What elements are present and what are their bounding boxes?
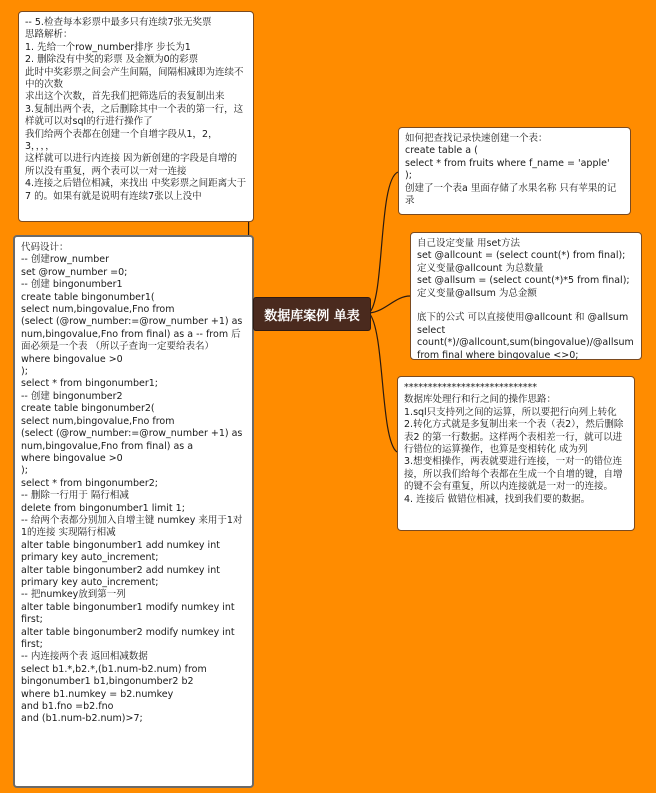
node-code[interactable]: 代码设计： -- 创建row_number set @row_number =0; -- 创建 bingonumber1 create table bingonumber1( select num,bingovalue,Fno from (select (@row_number:=@row_number +1) as num,bingovalue,Fno from final) as a -- from 后面必须是一个表 （所以子查询一定要给表名） where bingovalue >0 ); select * from bingonumber1; -- 创建 bingonumber2 create table bingonumber2( select num,bingovalue,Fno from (select (@row_number:=@row_number +1) as num,bingovalue,Fno from final) as a where bingovalue >0 ); select * from bingonumber2; -- 删除一行用于 隔行相减 delete from bingonumber1 limit 1; -- 给两个表都分别加入自增主键 numkey 来用于1对1的连接 实现隔行相减 alter table bingonumber1 add numkey int primary key auto_increment; alter table bingonumber2 add numkey int primary key auto_increment; -- 把numkey放到第一列 alter table bingonumber1 modify numkey int first; alter table bingonumber2 modify numkey int first; -- 内连接两个表 返回相减数据 select b1.*,b2.*,(b1.num-b2.num) from bingonumber1 b1,bingonumber2 b2 where b1.numkey = b2.numkey and b1.fno =b2.fno and (b1.num-b2.num)>7; [13, 235, 254, 788]
node-row-ops[interactable]: **************************** 数据库处理行和行之间的操作思路： 1.sql只支持列之间的运算，所以要把行向列上转化 2.转化方式就是多复制出来一个表（表2），然后删除表2 的第一行数据。这样两个表相差一行，就可以进行错位的运算操作，也算是变相转化 成为列 3.想变相操作，两表就要进行连接，一对一的错位连接，所以我们给每个表都在生成一个自增的键，自增的键不会有重复，所以内连接就是一对一的连接。 4. 连接后 做错位相减，找到我们要的数据。 [397, 376, 635, 531]
link-copy-table [369, 172, 398, 313]
node-thinking[interactable]: -- 5.检查每本彩票中最多只有连续7张无奖票 思路解析： 1. 先给一个row_number排序 步长为1 2. 删除没有中奖的彩票 及金额为0的彩票 此时中奖彩票之间会产生间隔，间隔相减即为连续不中的次数 求出这个次数，首先我们把筛选后的表复制出来 3.复制出两个表，之后删除其中一个表的第一行，这样就可以对sql的行进行操作了 我们给两个表都在创建一个自增字段从1，2，3，，，， 这样就可以进行内连接 因为新创建的字段是自增的 所以没有重复，两个表可以一对一连接 4.连接之后错位相减，来找出 中奖彩票之间距离大于7 的。如果有就是说明有连续7张以上没中 [18, 11, 254, 222]
node-copy-table[interactable]: 如何把查找记录快速创建一个表： create table a ( select * from fruits where f_name = 'apple' ); 创建了一个表a 里面存储了水果名称 只有苹果的记录 [398, 127, 631, 215]
central-topic[interactable]: 数据库案例 单表 [253, 297, 371, 331]
link-row-ops [369, 313, 397, 452]
node-set-vars[interactable]: 自己设定变量 用set方法 set @allcount = (select count(*) from final); 定义变量@allcount 为总数量 set @allsum = (select count(*)*5 from final); 定义变量@allsum 为总金额 底下的公式 可以直接使用@allcount 和 @allsum select count(*)/@allcount,sum(bingovalue)/@allsum from final where bingovalue <>0; [410, 232, 642, 360]
